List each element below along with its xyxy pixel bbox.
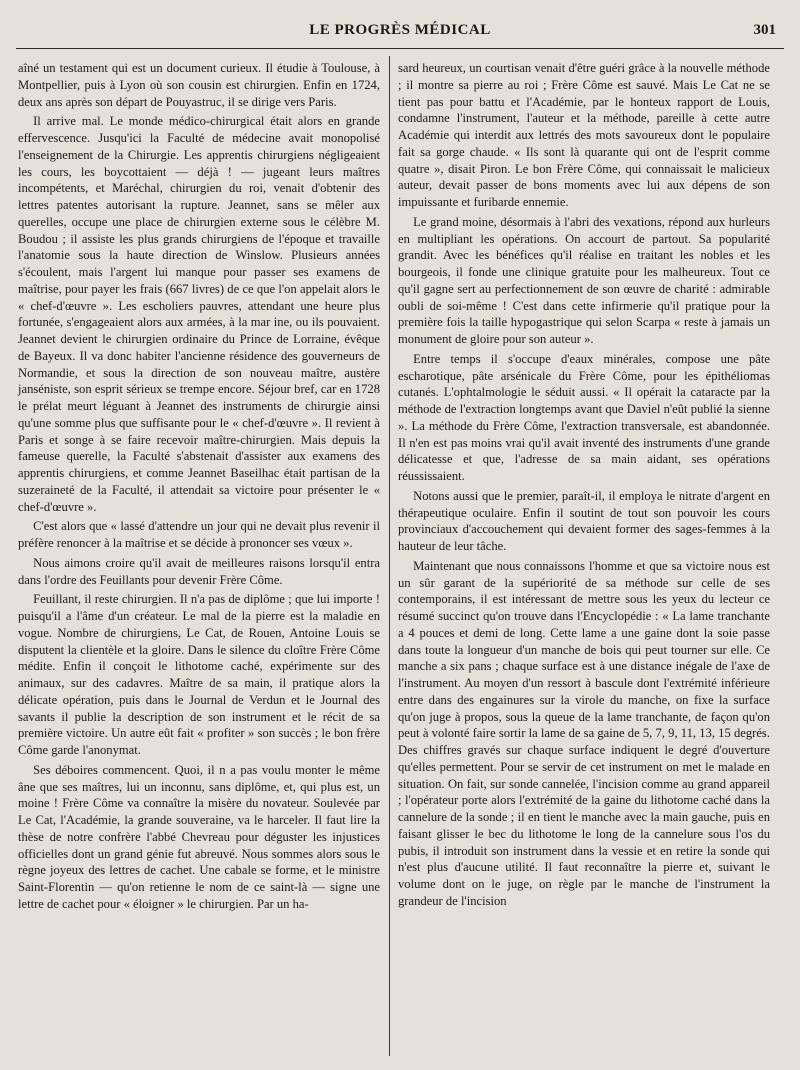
left-column (18, 60, 380, 916)
paragraph: Feuillant, il reste chirurgien. Il n'a pas de diplôme ; que lui importe ! puisqu'il a l'âme d'un créateur. Le mal de la pierre est la maladie en vogue. Nombre de chirurgiens, Le Cat, de Rouen, Antoine Louis se disputent la clientèle et la gloire. Dans le silence du cloître Frère Côme médite. Enfin il conçoit le lithotome caché, expérimente sur des animaux, sur des cadavres. Maître de sa main, il pratique alors la délicate opération, puis dans le Journal de Verdun et le Journal des savants il publie la description de son instrument et le récit de sa première victoire. Un autre eût fait « profiter » son succès ; le bon frère Côme garde l'anonymat. (18, 592, 380, 757)
paragraph: Le grand moine, désormais à l'abri des vexations, répond aux hurleurs en multipliant les opérations. On accourt de partout. Sa popularité grandit. Avec les bénéfices qu'il réalise en traitant les nobles et les bourgeois, il fonde une clinique gratuite pour les malheureux. Tout ce qu'il gagne sert au perfectionnement de son œuvre de charité : admirable oubli de soi-même ! C'est dans cette infirmerie qu'il pratique pour la première fois la taille hypogastrique qui selon Scarpa « reste à jamais un monument de gloire pour son auteur ». (398, 214, 770, 346)
paragraph: Notons aussi que le premier, paraît-il, il employa le nitrate d'argent en thérapeutique oculaire. Enfin il soutint de tout son pouvoir les cours provinciaux d'accouchement qui devaient former des sages-femmes à la hauteur de leur tâche. (398, 488, 770, 553)
paragraph: Entre temps il s'occupe d'eaux minérales, compose une pâte escharotique, pâte arsénicale du Frère Côme, pour les épithéliomas cutanés. L'ophtalmologie le séduit aussi. « Il opérait la cataracte par la méthode de l'extraction longtemps avant que Daviel n'eût publié la sienne ». La méthode du Frère Côme, l'extraction transversale, est abandonnée. Il n'en est pas moins vrai qu'il avait inventé des instruments d'une grande délicatesse et que, l'adresse de sa main aidant, ses opérations réussissaient. (398, 351, 770, 483)
paragraph: Il arrive mal. Le monde médico-chirurgical était alors en grande effervescence. Jusqu'ici la Faculté de médecine avait monopolisé l'enseignement de la Chirurgie. Les apprentis chirurgiens négligeaient les cours, les boycottaient — déjà ! — jugeant leurs maîtres incompétents, et Maréchal, chirurgien du roi, venait d'obtenir des lettres patentes autorisant la rupture. Jeannet, sans se mêler aux querelles, occupe une place de chirurgien externe sous le célèbre M. Boudou ; il assiste les plus grands chirurgiens de l'époque et travaille l'anatomie sous la haute direction de Winslow. Plusieurs années s'écoulent, mais l'argent lui manque pour passer ses examens de maîtrise, pour payer les frais (667 livres) de ce que l'on appelait alors le « chef-d'œuvre ». Les escholiers pauvres, attendant une heure plus fortunée, s'engageaient alors aux armées, à la mar ine, ou ils pouvaient. Jeannet devient le chirurgien ordinaire du Prince de Lorraine, évêque de Bayeux. Il va donc habiter l'ancienne résidence des gouverneurs de Normandie, et sous la direction de son nouveau maître, austère janséniste, son esprit sérieux se trempe encore. Séjour bref, car en 1728 le prélat meurt léguant à Jeannet des instruments de chirurgie ainsi qu'une somme plus que suffisante pour le « chef-d'œuvre ». Il revient à Paris et songe à se faire recevoir maître-chirurgien. Mais depuis la fameuse querelle, la Faculté s'abstenait d'assister aux examens des apprentis chirurgiens, et comme Jeannet Baseilhac était partisan de la suzeraineté de la Faculté, il attendait sa victoire pour présenter le « chef-d'œuvre ». (18, 114, 380, 514)
page-header (0, 22, 800, 46)
paragraph: C'est alors que « lassé d'attendre un jour qui ne devait plus revenir il préfère renoncer à la maîtrise et se décide à prononcer ses vœux ». (18, 519, 380, 550)
journal-title: LE PROGRÈS MÉDICAL (309, 22, 491, 38)
paragraph: Ses déboires commencent. Quoi, il n a pas voulu monter le même âne que ses maîtres, lui un inconnu, sans diplôme, et, qui plus est, un moine ! Frère Côme va connaître la misère du novateur. Soulevée par Le Cat, l'Académie, la grande souveraine, va le harceler. Il faut lire la thèse de notre confrère l'abbé Chevreau pour déguster les injustices officielles dont un grand génie fut abreuvé. Nous sommes alors sous le règne joyeux des lettres de cachet. Une cabale se forme, et le ministre Saint-Florentin — qu'on retienne le nom de ce saint-là — signe une lettre de cachet pour « éloigner » le chirurgien. Par un ha- (18, 762, 380, 911)
paragraph: sard heureux, un courtisan venait d'être guéri grâce à la nouvelle méthode ; il montre sa pierre au roi ; Frère Côme est sauvé. Mais Le Cat ne se tient pas pour battu et l'Académie, par le honteux rapport de Louis, condamne l'instrument, l'auteur et la méthode, pareille à cette autre Académie qui interdit aux lettrés des mots savoureux dont le populaire fait sa gorge chaude. « Ils sont là quarante qui ont de l'esprit comme quatre », disait Piron. Le bon Frère Côme, qui connaissait le malicieux auteur, devait passer de bons moments avec lui aux dépens de son impuissante et furibarde ennemie. (398, 61, 770, 209)
paragraph: Maintenant que nous connaissons l'homme et que sa victoire nous est un sûr garant de la supériorité de sa méthode sur celle de ses contemporains, il est intéressant de mettre sous les yeux du lecteur ce résumé succinct qu'on trouve dans l'Encyclopédie : « La lame tranchante a 4 pouces et demi de long. Cette lame a une gaine dont la soie passe dans toute la longueur d'un manche de bois qui peut tourner sur elle. Ce manche a six pans ; chaque surface est à une distance inégale de l'axe de l'instrument. Au moyen d'un ressort à bascule dont l'extrémité inférieure entre dans des engainures sur la virole du manche, on fixe la surface qu'on juge à propos, sous la queue de la lame tranchante, de façon qu'on peut à volonté faire sortir la lame de sa gaine de 5, 7, 9, 11, 13, 15 degrés. Des chiffres gravés sur chaque surface indiquent le degré d'ouverture qu'elles permettent. Pour se servir de cet instrument on met le malade en situation. On fait, sur sonde cannelée, l'incision comme au grand appareil ; l'opérateur porte alors l'extrémité de la gaine du lithotome caché dans la cannelure de la sonde ; il en tient le manche avec la main gauche, puis en faisant glisser le bec du lithotome le long de la cannelure sous l'os du pubis, il introduit son instrument dans la vessie et en retire la sonde qui n'est plus d'aucune utilité. Il faut reconnaître la pierre et, suivant le volume dont on le juge, on règle par le manche de l'instrument la grandeur de l'incision (398, 558, 770, 908)
page-number: 301 (753, 22, 776, 38)
header-rule (16, 48, 784, 49)
paragraph: aîné un testament qui est un document curieux. Il étudie à Toulouse, à Montpellier, puis à Lyon où son cousin est chirurgien. Enfin en 1724, deux ans après son départ de Pouyastruc, il se dirige vers Paris. (18, 61, 380, 109)
right-column (398, 60, 770, 913)
column-divider (389, 56, 390, 1056)
paragraph: Nous aimons croire qu'il avait de meilleures raisons lorsqu'il entra dans l'ordre des Feuillants pour devenir Frère Côme. (18, 555, 380, 587)
